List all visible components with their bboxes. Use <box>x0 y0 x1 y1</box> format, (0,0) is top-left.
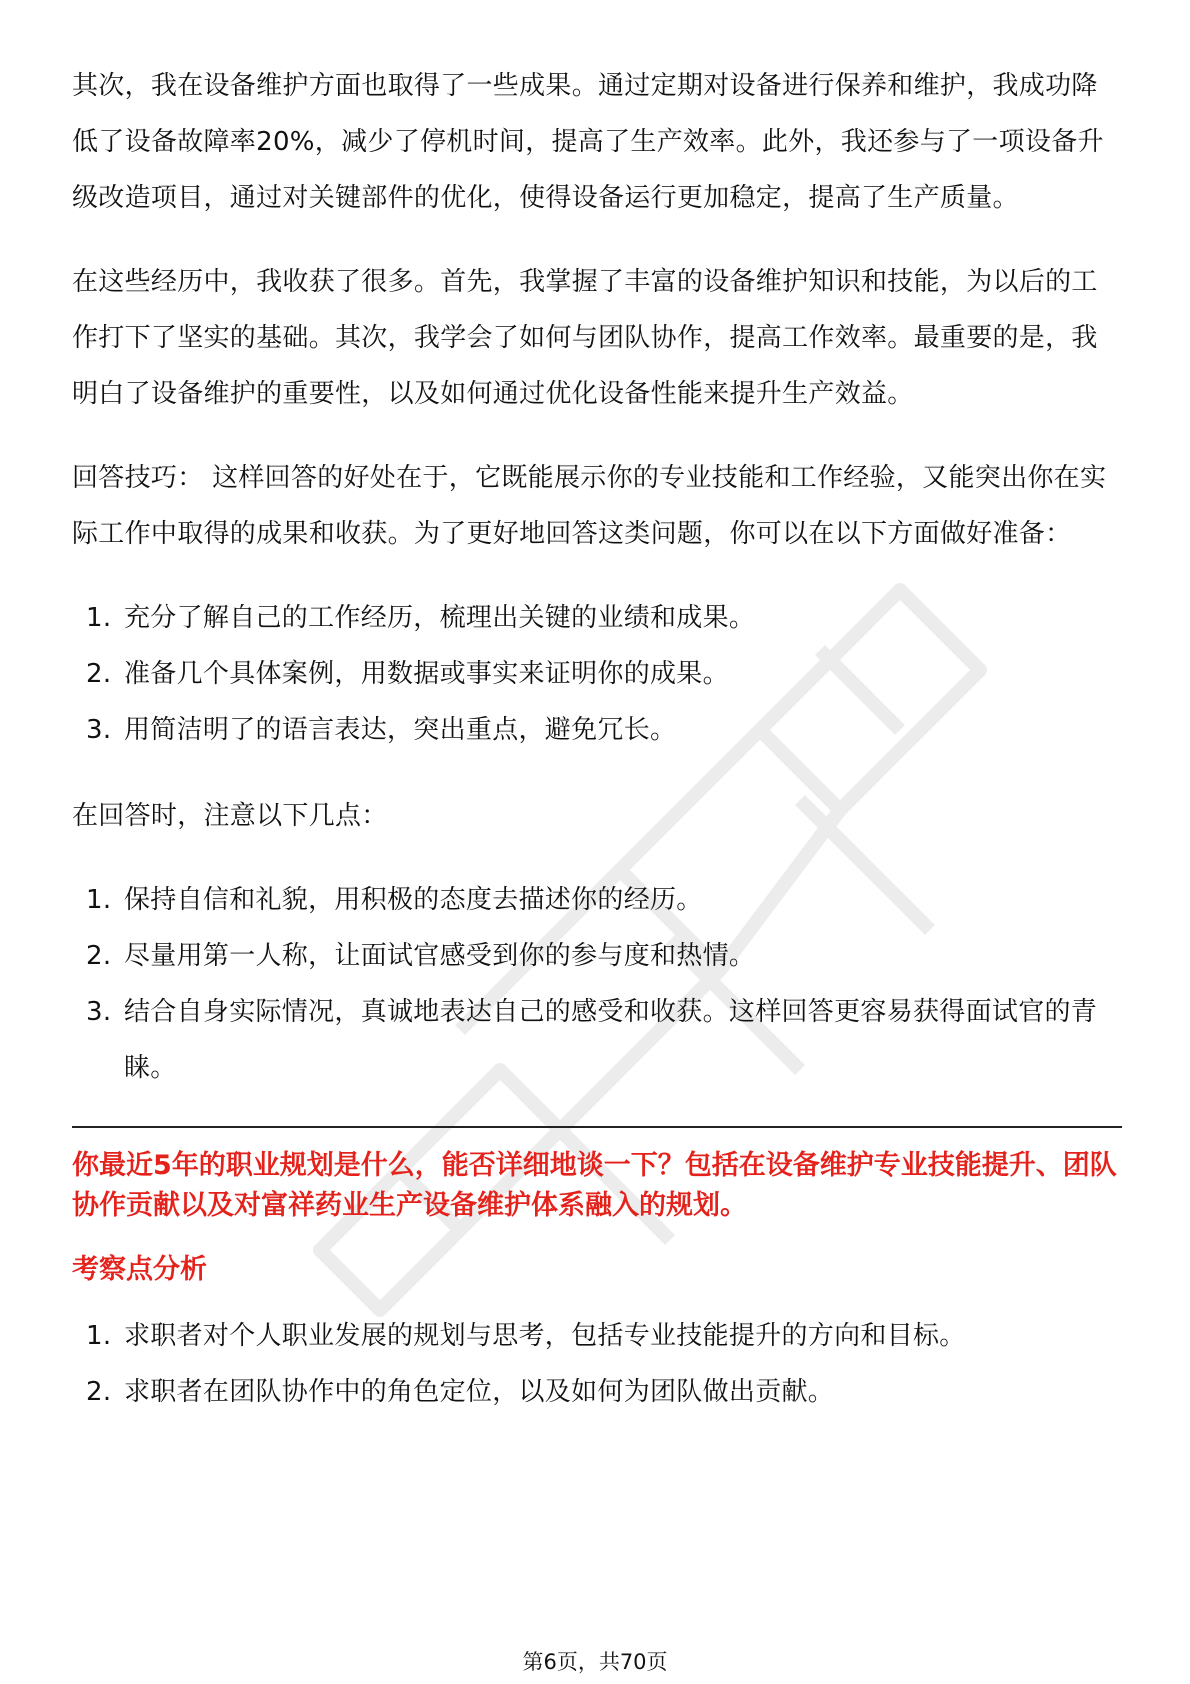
list-number: 3. <box>86 715 112 745</box>
list-item-text: 结合自身实际情况，真诚地表达自己的感受和收获。这样回答更容易获得面试官的青睐。 <box>124 997 1098 1083</box>
analysis-list <box>72 1308 1122 1420</box>
list-number: 2. <box>86 1377 112 1407</box>
list-item-text: 求职者对个人职业发展的规划与思考，包括专业技能提升的方向和目标。 <box>124 1321 966 1351</box>
list-item <box>72 646 1122 702</box>
list-item-text: 保持自信和礼貌，用积极的态度去描述你的经历。 <box>124 885 703 915</box>
page-footer: 第6页，共70页 <box>522 1650 668 1674</box>
list-item <box>72 872 1122 928</box>
list-item-text: 准备几个具体案例，用数据或事实来证明你的成果。 <box>124 659 729 689</box>
paragraph-answer-tips: 回答技巧： 这样回答的好处在于，它既能展示你的专业技能和工作经验，又能突出你在实际工作中取得的成果和收获。为了更好地回答这类问题，你可以在以下方面做好准备： <box>72 463 1107 549</box>
list-item <box>72 984 1122 1096</box>
list-number: 1. <box>86 1321 112 1351</box>
paragraph-maintenance-results: 其次，我在设备维护方面也取得了一些成果。通过定期对设备进行保养和维护，我成功降低了设备故障率20%，减少了停机时间，提高了生产效率。此外，我还参与了一项设备升级改造项目，通过对关键部件的优化，使得设备运行更加稳定，提高了生产质量。 <box>72 71 1104 213</box>
list-item <box>72 590 1122 646</box>
interview-question: 你最近5年的职业规划是什么，能否详细地谈一下？包括在设备维护专业技能提升、团队协作贡献以及对富祥药业生产设备维护体系融入的规划。 <box>72 1150 1117 1221</box>
prep-list <box>72 590 1122 758</box>
list-item-text: 用简洁明了的语言表达，突出重点，避免冗长。 <box>124 715 677 745</box>
list-item <box>72 702 1122 758</box>
paragraph-gains: 在这些经历中，我收获了很多。首先，我掌握了丰富的设备维护知识和技能，为以后的工作打下了坚实的基础。其次，我学会了如何与团队协作，提高工作效率。最重要的是，我明白了设备维护的重要性，以及如何通过优化设备性能来提升生产效益。 <box>72 267 1098 409</box>
analysis-heading: 考察点分析 <box>72 1254 207 1285</box>
list-number: 2. <box>86 659 112 689</box>
attention-list <box>72 872 1122 1096</box>
list-item-text: 尽量用第一人称，让面试官感受到你的参与度和热情。 <box>124 941 756 971</box>
list-item <box>72 1364 1122 1420</box>
list-item <box>72 1308 1122 1364</box>
section-divider <box>72 1126 1122 1128</box>
list-number: 3. <box>86 997 112 1027</box>
list-item <box>72 928 1122 984</box>
paragraph-attention-intro: 在回答时，注意以下几点： <box>72 801 388 831</box>
page-content <box>72 58 1122 1450</box>
list-number: 1. <box>86 885 112 915</box>
list-item-text: 求职者在团队协作中的角色定位，以及如何为团队做出贡献。 <box>124 1377 835 1407</box>
list-number: 2. <box>86 941 112 971</box>
list-number: 1. <box>86 603 112 633</box>
list-item-text: 充分了解自己的工作经历，梳理出关键的业绩和成果。 <box>124 603 756 633</box>
